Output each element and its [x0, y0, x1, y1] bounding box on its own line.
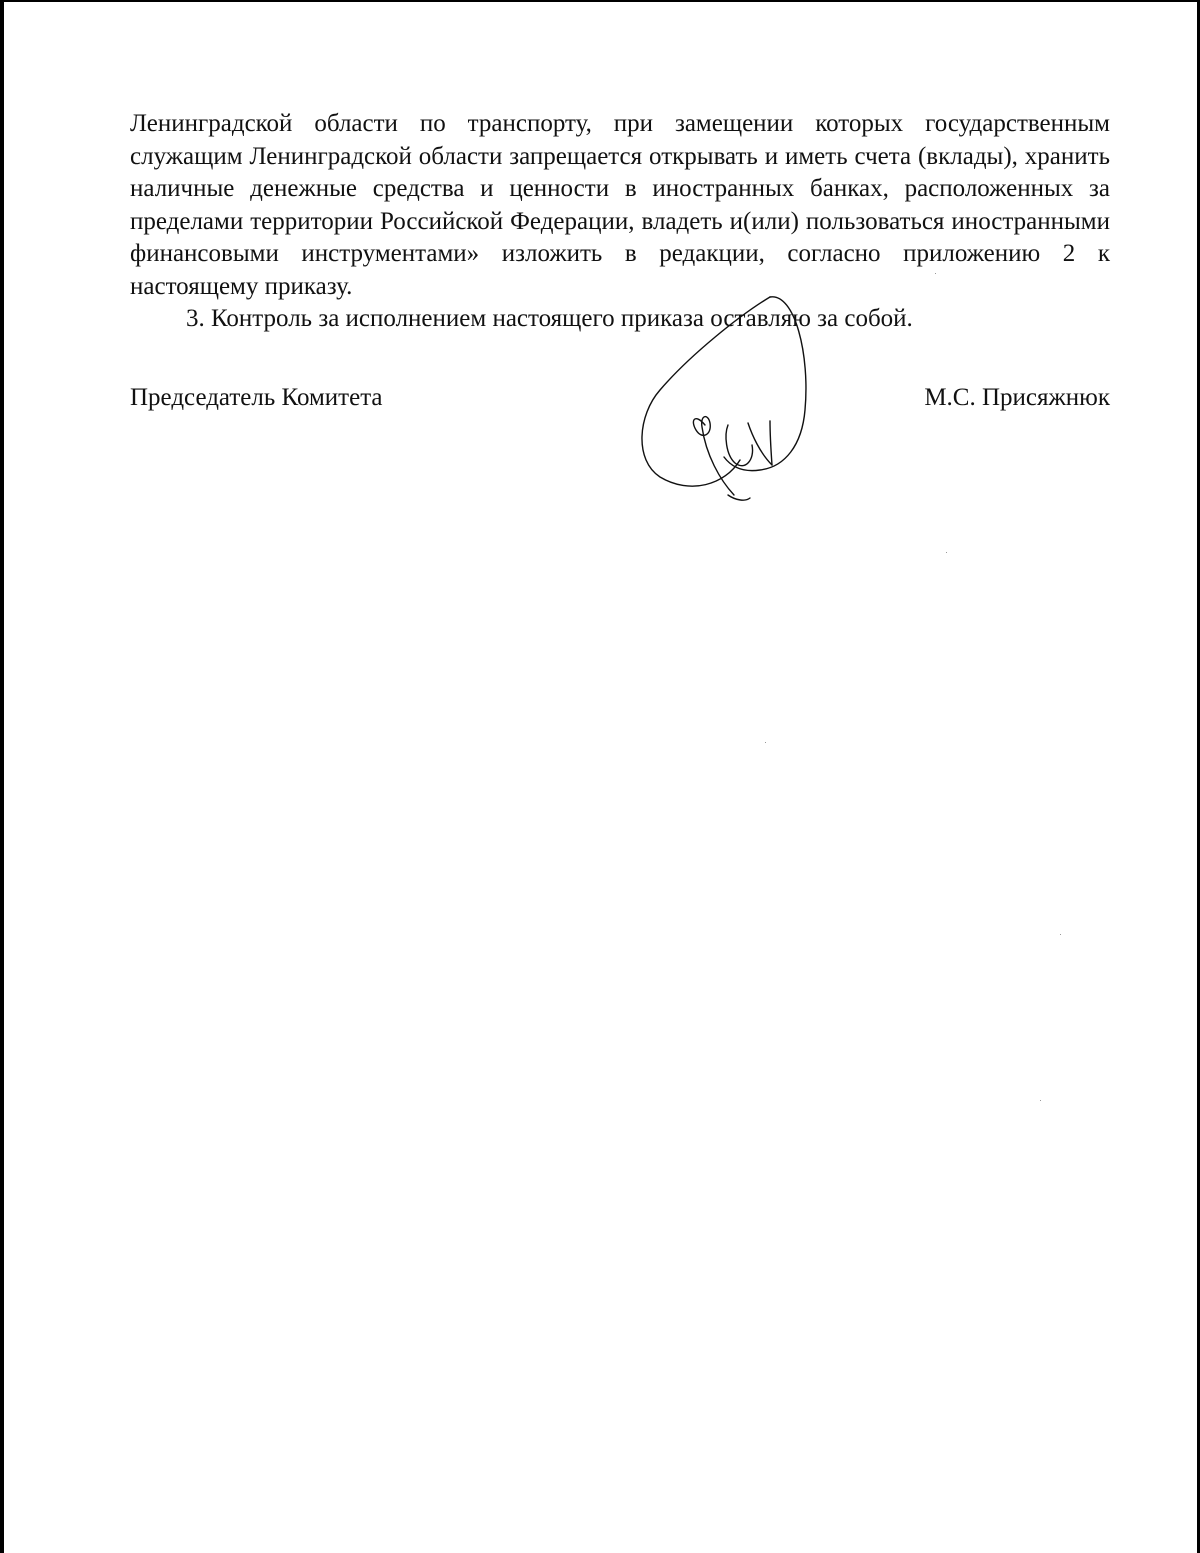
signer-name: М.С. Присяжнюк	[924, 384, 1110, 411]
scan-border-top	[0, 0, 1200, 2]
scan-speck	[935, 273, 936, 274]
paragraph-3: 3. Контроль за исполнением настоящего приказа оставляю за собой.	[186, 305, 913, 332]
handwritten-signature	[620, 295, 840, 515]
paragraph-continued: Ленинградской области по транспорту, при замещении которых государственным служащим Ленинградской области запрещается открывать и иметь счета (вклады), хранить наличные денежные средства и ценности в иностранных банках, расположенных за пределами территории Российской Федерации, владеть и(или) пользоваться иностранными финансовыми инструментами» изложить в редакции, согласно приложению 2 к настоящему приказу.	[130, 110, 1110, 300]
scan-speck	[1040, 1100, 1041, 1101]
scan-border-left	[0, 0, 4, 1553]
scan-speck	[765, 742, 766, 743]
signer-position: Председатель Комитета	[130, 384, 383, 411]
scan-speck	[946, 552, 947, 553]
scan-speck	[1060, 934, 1061, 935]
